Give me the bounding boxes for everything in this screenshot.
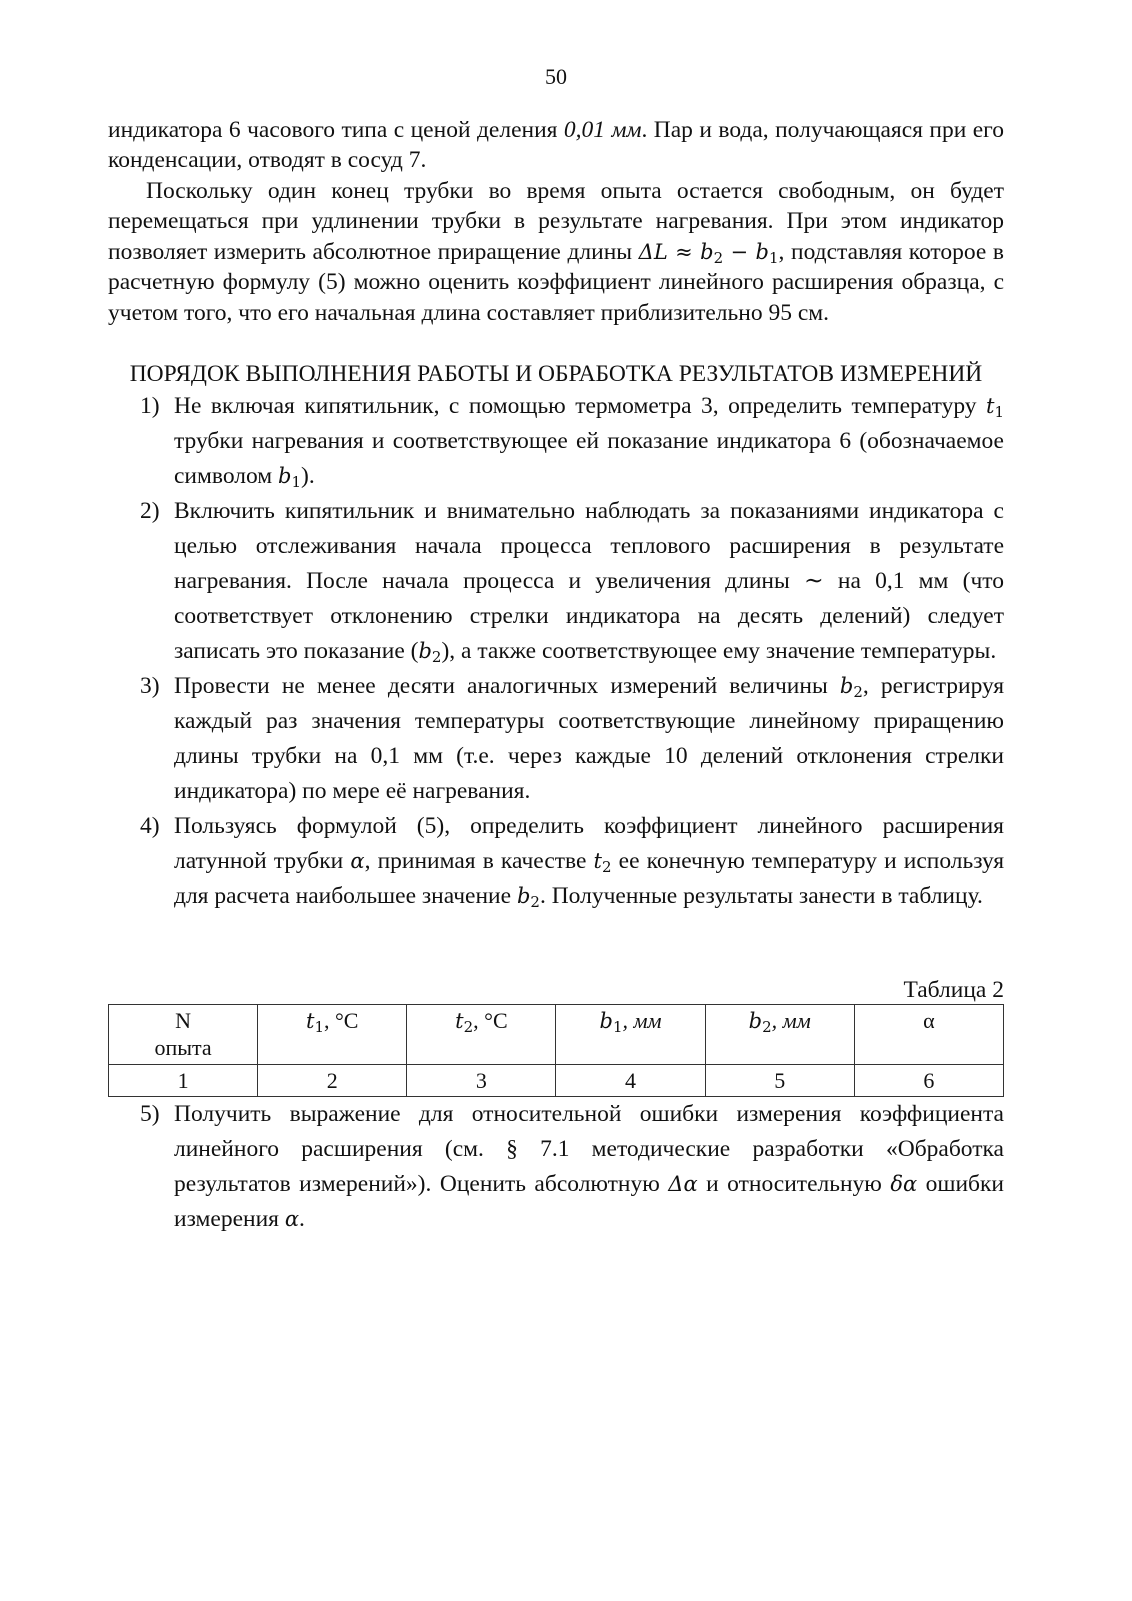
- header-cell-experiment-number: N опыта: [109, 1005, 258, 1065]
- paragraph-1: индикатора 6 часового типа с ценой деления 0,01 мм. Пар и вода, получающаяся при его конденсации, отводят в сосуд 7.: [108, 116, 1004, 173]
- header-cell-t2: $t_2$, °C: [407, 1005, 556, 1065]
- list-item: 2) Включить кипятильник и внимательно наблюдать за показаниями индикатора с целью отслеживания начала процесса теплового расширения в результате нагревания. После начала процесса и увеличения длины ∼ на 0,1 мм (что соответствует отклонению стрелки индикатора на десять делений) следует записать это показание $(b_2)$, а также соответствующее ему значение температуры.: [140, 498, 1004, 666]
- table-caption: Таблица 2: [903, 977, 1004, 1003]
- table-cell: 1: [109, 1065, 258, 1097]
- table-cell: 5: [705, 1065, 854, 1097]
- length-increment-formula: $\Delta L \approx b_2 - b_1$: [638, 239, 779, 267]
- list-item: 3) Провести не менее десяти аналогичных измерений величины $b_2$, регистрируя каждый раз значения температуры соответствующие линейному приращению длины трубки на 0,1 мм (т.е. через каждые 10 делений отклонения стрелки индикатора) по мере её нагревания.: [140, 673, 1004, 804]
- procedure-list: [108, 389, 1004, 914]
- division-value: 0,01 мм: [563, 116, 642, 143]
- header-cell-b2: $b_2$, мм: [705, 1005, 854, 1065]
- procedure-list-continued: [108, 1097, 1004, 1237]
- list-item: 4) Пользуясь формулой (5), определить коэффициент линейного расширения латунной трубки α, принимая в качестве $t_2$ ее конечную температуру и используя для расчета наибольшее значение $b_2$. Полученные результаты занести в таблицу.: [140, 813, 1005, 911]
- header-cell-t1: $t_1$, °C: [258, 1005, 407, 1065]
- table-row: [109, 1065, 1004, 1097]
- section-heading: ПОРЯДОК ВЫПОЛНЕНИЯ РАБОТЫ И ОБРАБОТКА РЕЗУЛЬТАТОВ ИЗМЕРЕНИЙ: [129, 361, 983, 387]
- paragraph-2: Поскольку один конец трубки во время опыта остается свободным, он будет перемещаться при удлинении трубки в результате нагревания. При этом индикатор позволяет измерить абсолютное приращение длины $\Delta L \approx b_2 - b_1$, подставляя которое в расчетную формулу (5) можно оценить коэффициент линейного расширения образца, с учетом того, что его начальная длина составляет приблизительно 95 см.: [108, 177, 1005, 326]
- table-header-row: [109, 1005, 1004, 1065]
- header-cell-b1: $b_1$, мм: [556, 1005, 705, 1065]
- results-table: [108, 1004, 1004, 1097]
- table-cell: 3: [407, 1065, 556, 1097]
- list-item: 1) Не включая кипятильник, с помощью термометра 3, определить температуру $t_1$ трубки нагревания и соответствующее ей показание индикатора 6 (обозначаемое символом $b_1$).: [140, 393, 1004, 491]
- table-cell: 4: [556, 1065, 705, 1097]
- header-cell-alpha: α: [854, 1005, 1003, 1065]
- table-cell: 6: [854, 1065, 1003, 1097]
- page-number: 50: [545, 64, 567, 89]
- list-item: 5) Получить выражение для относительной ошибки измерения коэффициента линейного расширения (см. § 7.1 методические разработки «Обработка результатов измерений»). Оценить абсолютную Δα и относительную δα ошибки измерения α.: [140, 1101, 1004, 1232]
- table-cell: 2: [258, 1065, 407, 1097]
